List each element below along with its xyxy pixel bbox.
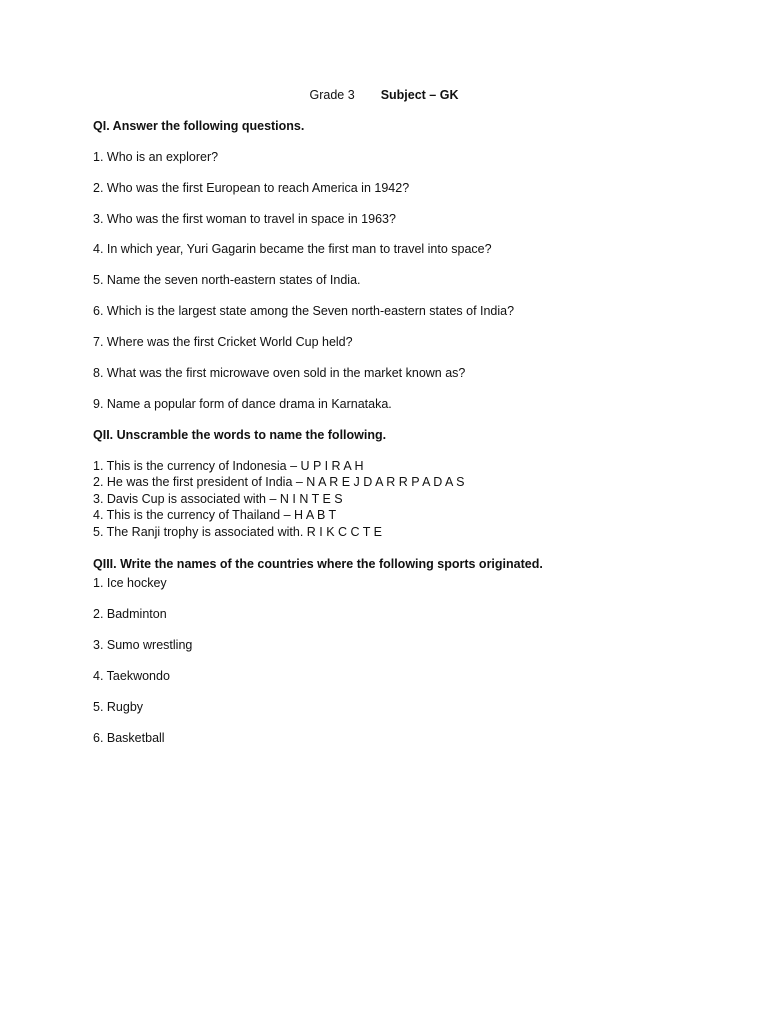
sport-item: 5. Rugby xyxy=(93,700,144,714)
question-item: 1. Who is an explorer? xyxy=(93,150,219,164)
unscramble-item: 4. This is the currency of Thailand – H A B T xyxy=(93,508,337,522)
section-1-heading: QI. Answer the following questions. xyxy=(93,119,305,133)
section-2-heading: QII. Unscramble the words to name the following. xyxy=(93,428,387,442)
unscramble-item: 1. This is the currency of Indonesia – U P I R A H xyxy=(93,459,364,473)
unscramble-item: 5. The Ranji trophy is associated with. R I K C C T E xyxy=(93,525,383,539)
question-item: 9. Name a popular form of dance drama in Karnataka. xyxy=(93,397,392,411)
unscramble-item: 2. He was the first president of India – N A R E J D A R R P A D A S xyxy=(93,475,465,489)
question-item: 3. Who was the first woman to travel in space in 1963? xyxy=(93,212,396,226)
sport-item: 1. Ice hockey xyxy=(93,576,167,590)
subject-label: Subject – GK xyxy=(380,88,459,102)
sport-item: 3. Sumo wrestling xyxy=(93,638,193,652)
question-item: 6. Which is the largest state among the Seven north-eastern states of India? xyxy=(93,304,515,318)
section-3-heading: QIII. Write the names of the countries where the following sports originated. xyxy=(93,557,543,571)
question-item: 4. In which year, Yuri Gagarin became the first man to travel into space? xyxy=(93,242,492,256)
question-item: 8. What was the first microwave oven sold in the market known as? xyxy=(93,366,466,380)
grade-label: Grade 3 xyxy=(309,88,355,102)
worksheet-header xyxy=(0,87,768,103)
sport-item: 2. Badminton xyxy=(93,607,167,621)
question-item: 5. Name the seven north-eastern states of India. xyxy=(93,273,361,287)
sport-item: 4. Taekwondo xyxy=(93,669,170,683)
unscramble-item: 3. Davis Cup is associated with – N I N T E S xyxy=(93,492,343,506)
sport-item: 6. Basketball xyxy=(93,731,165,745)
question-item: 2. Who was the first European to reach America in 1942? xyxy=(93,181,410,195)
question-item: 7. Where was the first Cricket World Cup held? xyxy=(93,335,353,349)
